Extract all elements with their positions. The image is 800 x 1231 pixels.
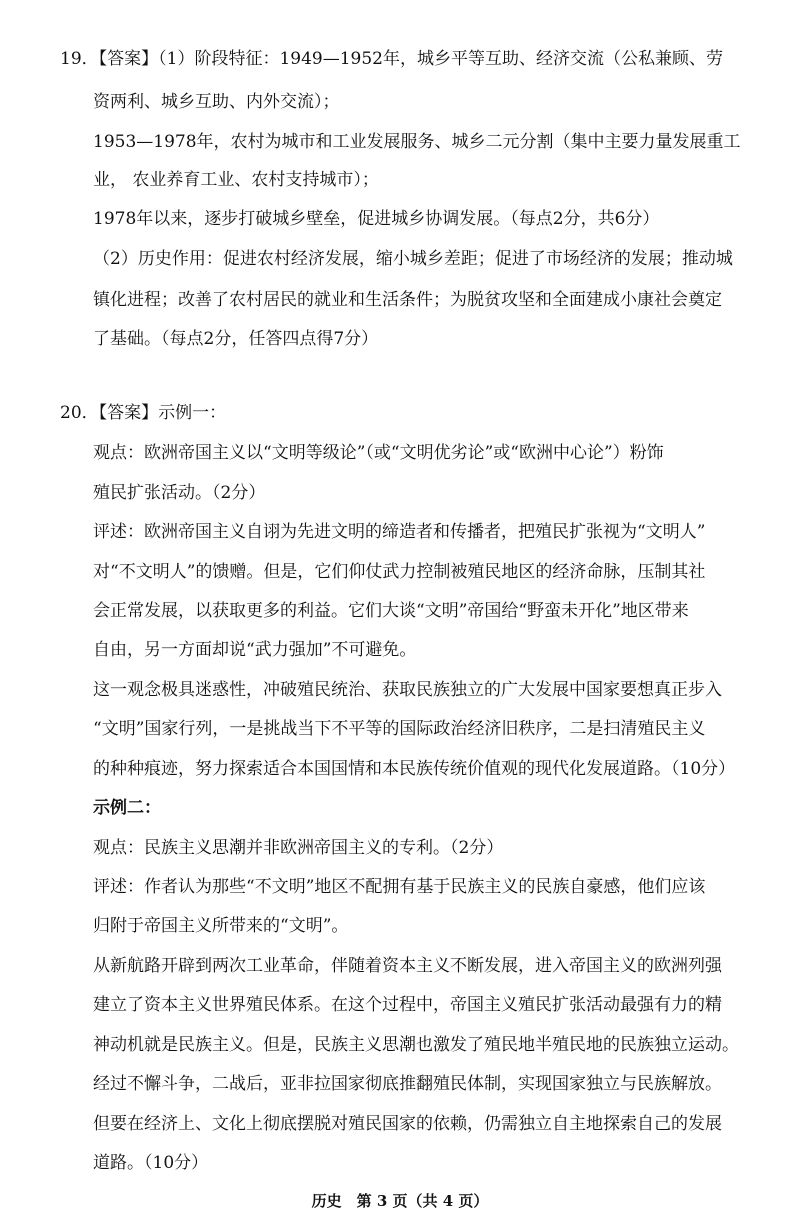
q19-line: 镇化进程；改善了农村居民的就业和生活条件；为脱贫攻坚和全面建成小康社会奠定 <box>93 290 722 310</box>
q20-example1-line: 殖民扩张活动。（2分） <box>93 483 266 503</box>
q20-example1-line: 这一观念极具迷惑性，冲破殖民统治、获取民族独立的广大发展中国家要想真正步入 <box>93 680 722 700</box>
q20-example1-line: 评述：欧洲帝国主义自诩为先进文明的缔造者和传播者，把殖民扩张视为“文明人” <box>93 522 706 542</box>
q19-line: （2）历史作用：促进农村经济发展，缩小城乡差距；促进了市场经济的发展；推动城 <box>93 249 733 269</box>
q19-line: 了基础。（每点2分，任答四点得7分） <box>93 329 379 349</box>
q19-header: 19．【答案】（1）阶段特征：1949—1952年，城乡平等互助、经济交流（公私兼顾、劳 <box>60 49 723 69</box>
q19-line: 1953—1978年，农村为城市和工业发展服务、城乡二元分割（集中主要力量发展重工 <box>93 132 741 152</box>
q20-example2-line: 道路。（10分） <box>93 1153 209 1173</box>
q19-line: 业， 农业养育工业、农村支持城市）； <box>93 170 379 190</box>
q20-example2-line: 从新航路开辟到两次工业革命，伴随着资本主义不断发展，进入帝国主义的欧洲列强 <box>93 956 722 976</box>
q20-example1-line: 观点：欧洲帝国主义以“文明等级论”（或“文明优劣论”或“欧洲中心论”）粉饰 <box>93 443 664 463</box>
q20-example2-line: 经过不懈斗争，二战后，亚非拉国家彻底推翻殖民体制，实现国家独立与民族解放。 <box>93 1074 722 1094</box>
q20-example2-line: 神动机就是民族主义。但是，民族主义思潮也激发了殖民地半殖民地的民族独立运动。 <box>93 1035 739 1055</box>
q20-example2-line: 评述：作者认为那些“不文明”地区不配拥有基于民族主义的民族自豪感，他们应该 <box>93 877 706 897</box>
q19-line: 1978年以来，逐步打破城乡壁垒，促进城乡协调发展。（每点2分，共6分） <box>93 209 660 229</box>
q20-example2-line: 归附于帝国主义所带来的“文明”。 <box>93 916 349 936</box>
q20-example1-line: 对“不文明人”的馈赠。但是，它们仰仗武力控制被殖民地区的经济命脉，压制其社 <box>93 562 706 582</box>
q19-line: 资两利、城乡互助、内外交流）； <box>93 92 340 112</box>
q20-header: 20．【答案】示例一： <box>60 403 227 423</box>
q20-example2-line: 建立了资本主义世界殖民体系。在这个过程中，帝国主义殖民扩张活动最强有力的精 <box>93 995 722 1015</box>
page-footer: 历史 第 3 页（共 4 页） <box>311 1192 489 1210</box>
q20-example1-line: “文明”国家行列，一是挑战当下不平等的国际政治经济旧秩序，二是扫清殖民主义 <box>93 719 706 739</box>
q20-example2-line: 但要在经济上、文化上彻底摆脱对殖民国家的依赖，仍需独立自主地探索自己的发展 <box>93 1114 722 1134</box>
q20-example1-line: 自由，另一方面却说“武力强加”不可避免。 <box>93 640 417 660</box>
q20-example2-title: 示例二： <box>93 798 161 818</box>
q20-example1-line: 的种种痕迹，努力探索适合本国国情和本民族传统价值观的现代化发展道路。（10分） <box>93 759 736 779</box>
q20-example1-line: 会正常发展，以获取更多的利益。它们大谈“文明”帝国给“野蛮未开化”地区带来 <box>93 601 689 621</box>
q20-example2-line: 观点：民族主义思潮并非欧洲帝国主义的专利。（2分） <box>93 838 504 858</box>
